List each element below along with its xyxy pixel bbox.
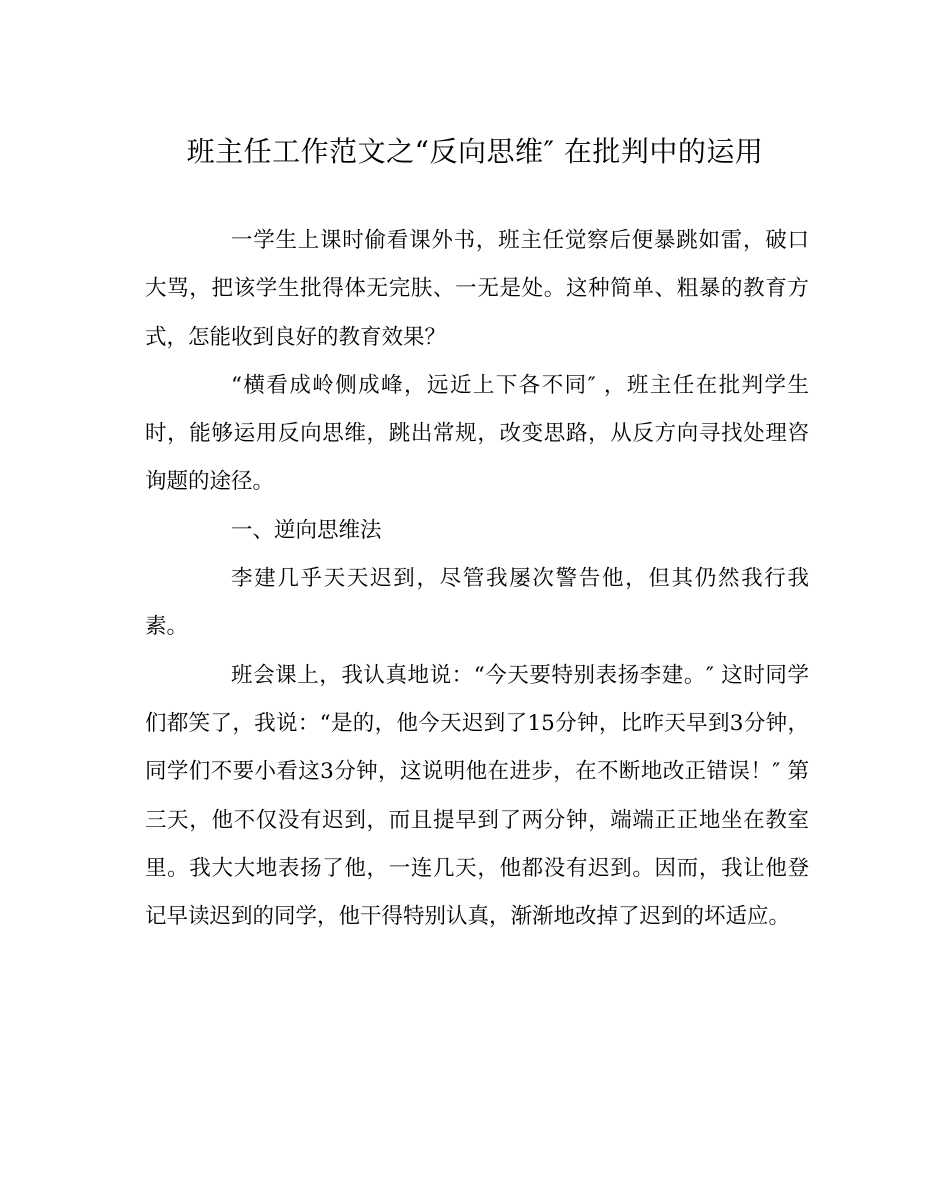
paragraph-quote: “横看成岭侧成峰，远近上下各不同″ ，班主任在批判学生时，能够运用反向思维，跳出常规，改变思路，从反方向寻找处理咨询题的途径。 bbox=[145, 372, 809, 495]
paragraph-intro: 一学生上课时偷看课外书，班主任觉察后便暴跳如雷，破口大骂，把该学生批得体无完肤、一无是处。这种简单、粗暴的教育方式，怎能收到良好的教育效果？ bbox=[145, 228, 809, 350]
paragraph-case-story: 班会课上，我认真地说：“今天要特别表扬李建。″ 这时同学们都笑了，我说：“是的，他今天迟到了15分钟，比昨天早到3分钟，同学们不要小看这3分钟，这说明他在进步，在不断地改正错误！″ 第三天，他不仅没有迟到，而且提早到了两分钟，端端正正地坐在教室里。我大大地表扬了他，一连几天，他都没有迟到。因而，我让他登记早读迟到的同学，他干得特别认真，渐渐地改掉了迟到的坏适应。 bbox=[145, 662, 809, 930]
section-heading-reverse-thinking: 一、逆向思维法 bbox=[231, 517, 382, 543]
document-title: 班主任工作范文之“反向思维″ 在批判中的运用 bbox=[186, 135, 764, 168]
paragraph-case-intro: 李建几乎天天迟到，尽管我屡次警告他，但其仍然我行我素。 bbox=[145, 566, 809, 640]
document-body bbox=[145, 217, 809, 941]
